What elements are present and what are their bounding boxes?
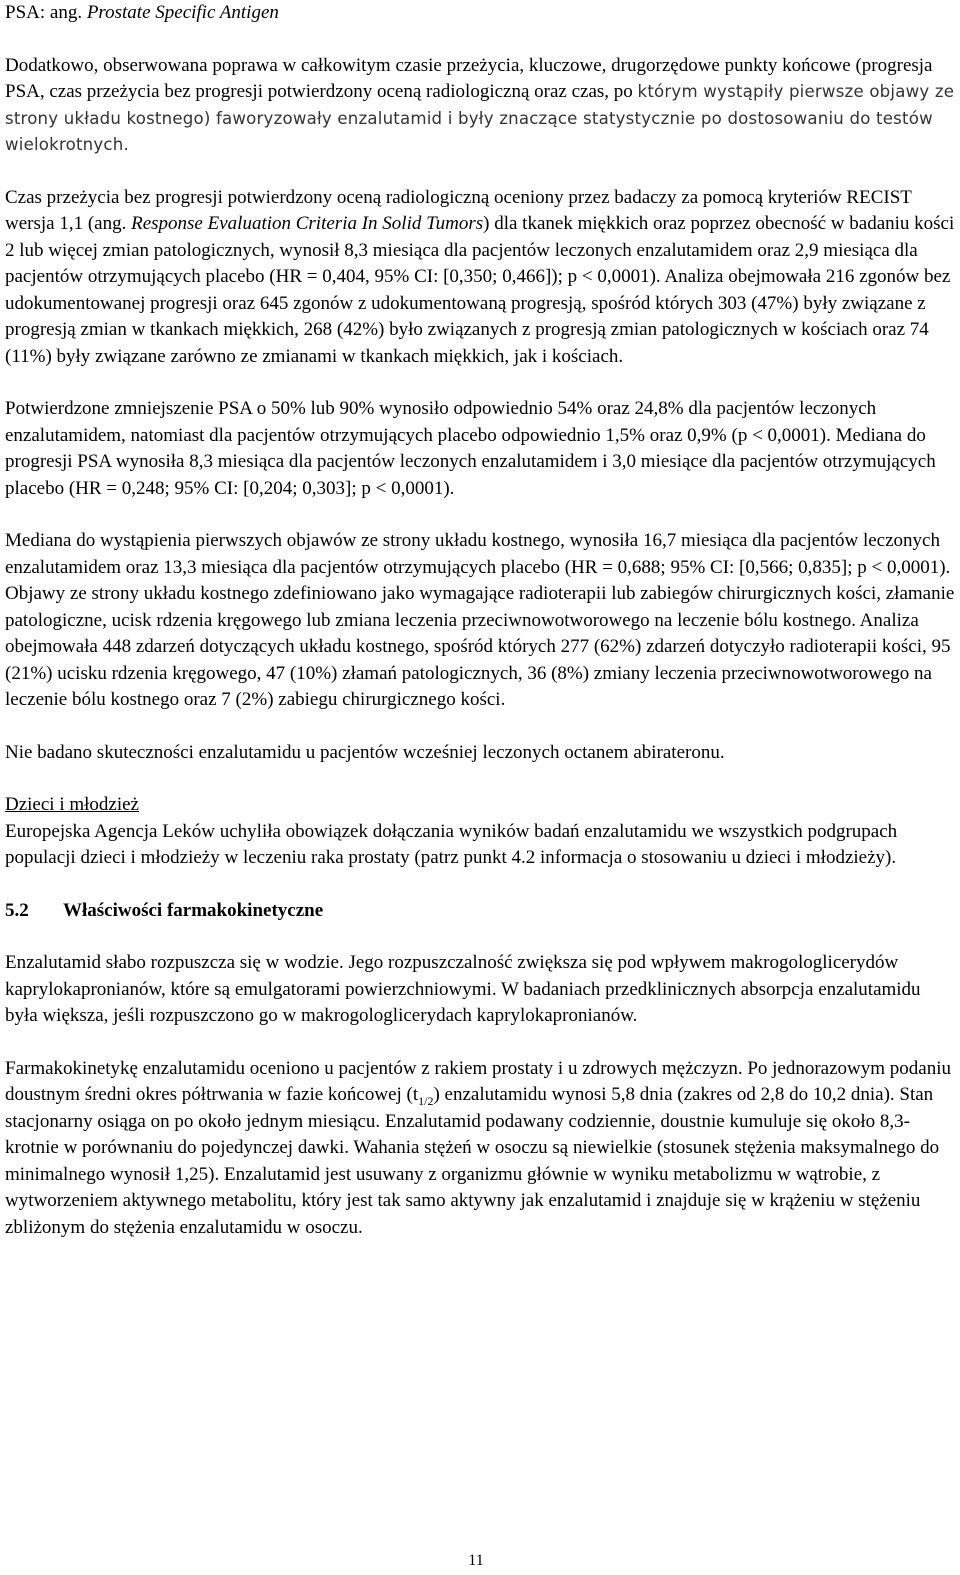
half-life-subscript: 1/2 [418, 1093, 434, 1108]
paragraph-pharmacokinetics [5, 1056, 955, 1242]
heading-children: Dzieci i młodzież [5, 794, 139, 815]
section-number: 5.2 [5, 899, 29, 921]
recist-expansion: Response Evaluation Criteria In Solid Tumors [131, 213, 484, 234]
psa-prefix: PSA: ang. [5, 2, 87, 23]
paragraph-secondary-endpoints [5, 53, 955, 159]
section-title: Właściwości farmakokinetyczne [63, 899, 324, 921]
paragraph-solubility: Enzalutamid słabo rozpuszcza się w wodzie. Jego rozpuszczalność zwiększa się pod wpływem makrogologlicerydów kaprylokapronianów, które są emulgatorami powierzchniowymi. W badaniach przedklinicznych absorpcja enzalutamidu była większa, jeśli rozpuszczono go w makrogologlicerydach kaprylokapronianów. [5, 952, 921, 1026]
psa-definition-line [5, 0, 955, 27]
paragraph-secondary-endpoints-part1: Dodatkowo, obserwowana poprawa w całkowitym czasie przeżycia, kluczowe, drugorzędowe punkty końcowe (progresja PSA, czas przeżycia bez progresji potwierdzony oceną radiologiczną oraz czas, po [5, 54, 933, 102]
paragraph-pharmacokinetics-part1: Farmakokinetykę enzalutamidu oceniono u pacjentów z rakiem prostaty i u zdrowych mężczyzn. Po jednorazowym podaniu doustnym średni okres półtrwania w fazie końcowej (t [5, 1057, 952, 1105]
paragraph-rpfs [5, 185, 955, 371]
psa-expansion: Prostate Specific Antigen [86, 2, 279, 23]
paragraph-children: Europejska Agencja Leków uchyliła obowiązek dołączania wyników badań enzalutamidu we wszystkich podgrupach populacji dzieci i młodzieży w leczeniu raka prostaty (patrz punkt 4.2 informacja o stosowaniu u dzieci i młodzieży). [5, 820, 898, 868]
section-heading [5, 898, 955, 925]
paragraph-skeletal-events: Mediana do wystąpienia pierwszych objawów ze strony układu kostnego, wynosiła 16,7 miesiąca dla pacjentów leczonych enzalutamidem oraz 13,3 miesiąca dla pacjentów otrzymujących placebo (HR = 0,688; 95% CI: [0,566; 0,835]; p < 0,0001). Objawy ze strony układu kostnego zdefiniowano jako wymagające radioterapii lub zabiegów chirurgicznych kości, złamanie patologiczne, ucisk rdzenia kręgowego lub zmiana leczenia przeciwnowotworowego na leczenie bólu kostnego. Analiza obejmowała 448 zdarzeń dotyczących układu kostnego, spośród których 277 (62%) zdarzeń dotyczyło radioterapii kości, 95 (21%) ucisku rdzenia kręgowego, 47 (10%) złamań patologicznych, 36 (8%) zmiany leczenia przeciwnowotworowego na leczenie bólu kostnego oraz 7 (2%) zabiegu chirurgicznego kości. [5, 530, 955, 710]
paragraph-psa-reduction: Potwierdzone zmniejszenie PSA o 50% lub 90% wynosiło odpowiednio 54% oraz 24,8% dla pacjentów leczonych enzalutamidem, natomiast dla pacjentów otrzymujących placebo odpowiednio 1,5% oraz 0,9% (p < 0,0001). Mediana do progresji PSA wynosiła 8,3 miesiąca dla pacjentów leczonych enzalutamidem i 3,0 miesiące dla pacjentów otrzymujących placebo (HR = 0,248; 95% CI: [0,204; 0,303]; p < 0,0001). [5, 398, 936, 499]
paragraph-secondary-endpoints-part2: którym wystąpiły pierwsze objawy ze strony układu kostnego) faworyzowały enzalutamid i były znaczące statystycznie po dostosowaniu do testów wielokrotnych. [5, 82, 955, 154]
paragraph-rpfs-part2: ) dla tkanek miękkich oraz poprzez obecność w badaniu kości 2 lub więcej zmian patologicznych, wynosił 8,3 miesiąca dla pacjentów leczonych enzalutamidem oraz 2,9 miesiąca dla pacjentów otrzymujących placebo (HR = 0,404, 95% CI: [0,350; 0,466]); p < 0,0001). Analiza obejmowała 216 zgonów bez udokumentowanej progresji oraz 645 zgonów z udokumentowaną progresją, spośród których 303 (47%) były związane z progresją zmian w tkankach miękkich, 268 (42%) było związanych z progresją zmian patologicznych w kościach oraz 74 (11%) były związane zarówno ze zmianami w tkankach miękkich, jak i kościach. [5, 213, 955, 367]
paragraph-pharmacokinetics-part2: ) enzalutamidu wynosi 5,8 dnia (zakres od 2,8 do 10,2 dnia). Stan stacjonarny osiąga on po około jednym miesiącu. Enzalutamid podawany codziennie, doustnie kumuluje się około 8,3-krotnie w porównaniu do pojedynczej dawki. Wahania stężeń w osoczu są niewielkie (stosunek stężenia maksymalnego do minimalnego wynosił 1,25). Enzalutamid jest usuwany z organizmu głównie w wyniku metabolizmu w wątrobie, z wytworzeniem aktywnego metabolitu, który jest tak samo aktywny jak enzalutamid i znajduje się w krążeniu w stężeniu zbliżonym do stężenia enzalutamidu w osoczu. [5, 1084, 940, 1238]
paragraph-abiraterone: Nie badano skuteczności enzalutamidu u pacjentów wcześniej leczonych octanem abirateronu. [5, 741, 725, 763]
page-number: 11 [468, 1552, 484, 1569]
document-page [5, 0, 955, 1241]
paragraph-rpfs-part1: Czas przeżycia bez progresji potwierdzony oceną radiologiczną oceniony przez badaczy za pomocą kryteriów RECIST wersja 1,1 (ang. [5, 186, 912, 234]
